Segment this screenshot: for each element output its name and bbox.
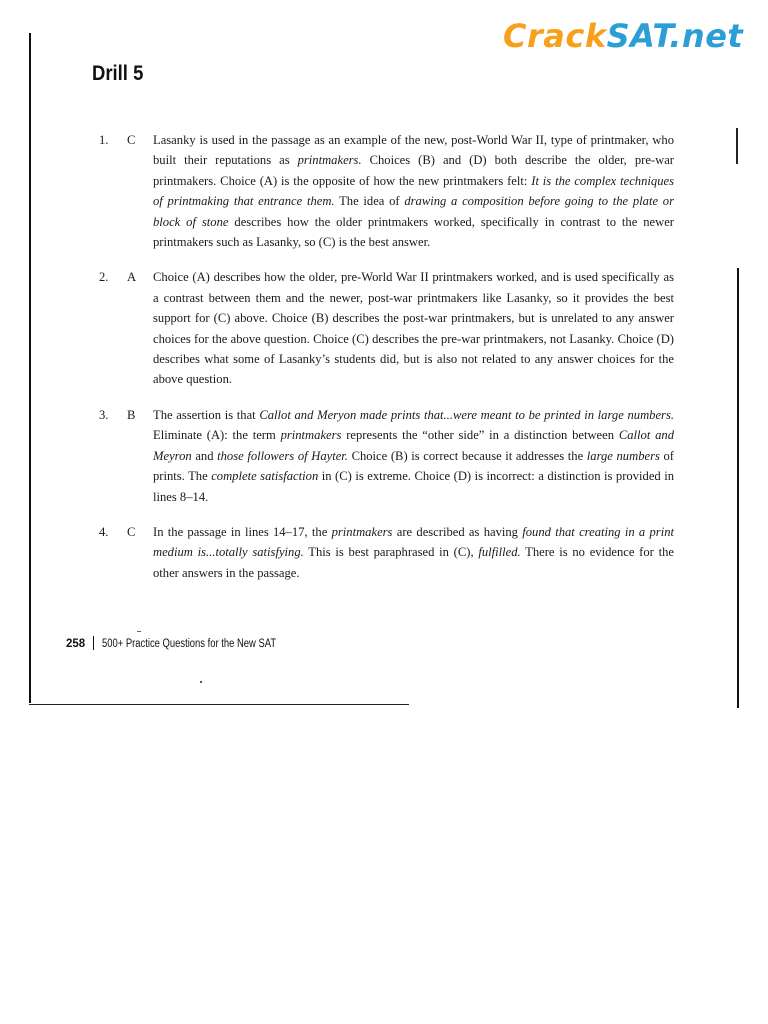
explanation-text: This is best paraphrased in (C),	[303, 545, 479, 560]
quoted-phrase: printmakers	[331, 524, 393, 539]
quoted-phrase: drawing a composition before going to the plate or block of stone	[153, 194, 674, 229]
explanation-text: The idea of	[334, 194, 405, 209]
question-number: 2.	[99, 270, 109, 285]
answer-explanation	[153, 267, 674, 389]
quoted-phrase: fulfilled.	[478, 545, 521, 560]
explanation-text: Choices (B) and (D) both describe the older, pre-war printmakers. Choice (A) is the opposite of how the new printmakers felt:	[153, 153, 674, 188]
quoted-phrase: Callot and Meyron	[153, 428, 674, 463]
quoted-phrase: found that creating in a print medium is...totally satisfying.	[153, 524, 675, 560]
watermark-part-crack: Crack	[503, 17, 607, 55]
answer-item	[94, 130, 674, 252]
explanation-text: are described as having	[392, 524, 523, 539]
quoted-phrase: those followers of Hayter.	[217, 448, 348, 463]
watermark-part-sat: SAT.net	[606, 17, 744, 55]
answer-item	[94, 267, 674, 389]
quoted-phrase: complete satisfaction	[211, 469, 319, 484]
answer-explanation	[153, 522, 674, 583]
question-number: 4.	[99, 524, 109, 539]
explanation-text: There is no evidence for the other answers in the passage.	[153, 545, 674, 580]
scan-speck	[137, 631, 141, 632]
question-number: 3.	[99, 407, 109, 422]
scan-speck	[200, 681, 202, 683]
answer-letter: C	[127, 133, 136, 147]
book-title: 500+ Practice Questions for the New SAT	[102, 638, 277, 650]
explanation-text: in (C) is extreme. Choice (D) is incorrect: a distinction is provided in lines 8–14.	[153, 469, 675, 504]
explanation-text: Eliminate (A): the term	[153, 428, 281, 443]
quoted-phrase: It is the complex techniques of printmaking that entrance them.	[153, 173, 674, 209]
explanation-text: represents the “other side” in a distinction between	[341, 428, 619, 443]
answer-item	[94, 405, 674, 507]
answer-letter: A	[127, 270, 137, 285]
scan-border-bottom	[29, 704, 409, 705]
scan-border-left	[29, 33, 31, 703]
explanation-text: Choice (A) describes how the older, pre-World War II printmakers worked, and is used specifically as a contrast between them and the newer, post-war printmakers like Lasanky, so it provides the best support for (C) above. Choice (B) describes the post-war printmakers, but is unrelated to any answer choices for the above question. Choice (C) describes the pre-war printmakers, not Lasanky. Choice (D) describes what some of Lasanky’s students did, but is also not related to any answer choices for the above question.	[153, 270, 674, 387]
explanation-text: The assertion is that	[153, 407, 260, 422]
quoted-phrase: printmakers.	[297, 153, 362, 168]
answer-letter: B	[127, 407, 136, 422]
footer-divider	[93, 636, 94, 650]
answer-explanation	[153, 405, 674, 507]
answer-explanation	[153, 130, 674, 252]
question-number: 1.	[99, 133, 109, 147]
answer-letter: C	[127, 524, 136, 539]
answer-explanations-list	[94, 130, 674, 598]
explanation-text: Choice (B) is correct because it addresses the	[347, 448, 587, 463]
quoted-phrase: printmakers	[280, 428, 342, 443]
drill-title: Drill 5	[92, 62, 144, 85]
page-number: 258	[66, 638, 86, 650]
cracksat-watermark-logo	[503, 17, 744, 55]
explanation-text: Lasanky is used in the passage as an example of the new, post-World War II, type of printmaker, who built their reputations as	[153, 133, 674, 168]
quoted-phrase: large numbers	[586, 448, 660, 463]
explanation-text: describes how the older printmakers worked, specifically in contrast to the newer printmakers such as Lasanky, so (C) is the best answer.	[153, 214, 674, 250]
explanation-text: of prints. The	[153, 448, 674, 484]
answer-item	[94, 522, 674, 583]
explanation-text: In the passage in lines 14–17, the	[153, 524, 332, 539]
scan-mark-right-top	[736, 128, 738, 164]
scan-border-right	[737, 268, 739, 708]
quoted-phrase: Callot and Meryon made prints that...were meant to be printed in large numbers.	[259, 407, 674, 422]
explanation-text: and	[191, 448, 218, 463]
page-footer	[66, 636, 315, 650]
